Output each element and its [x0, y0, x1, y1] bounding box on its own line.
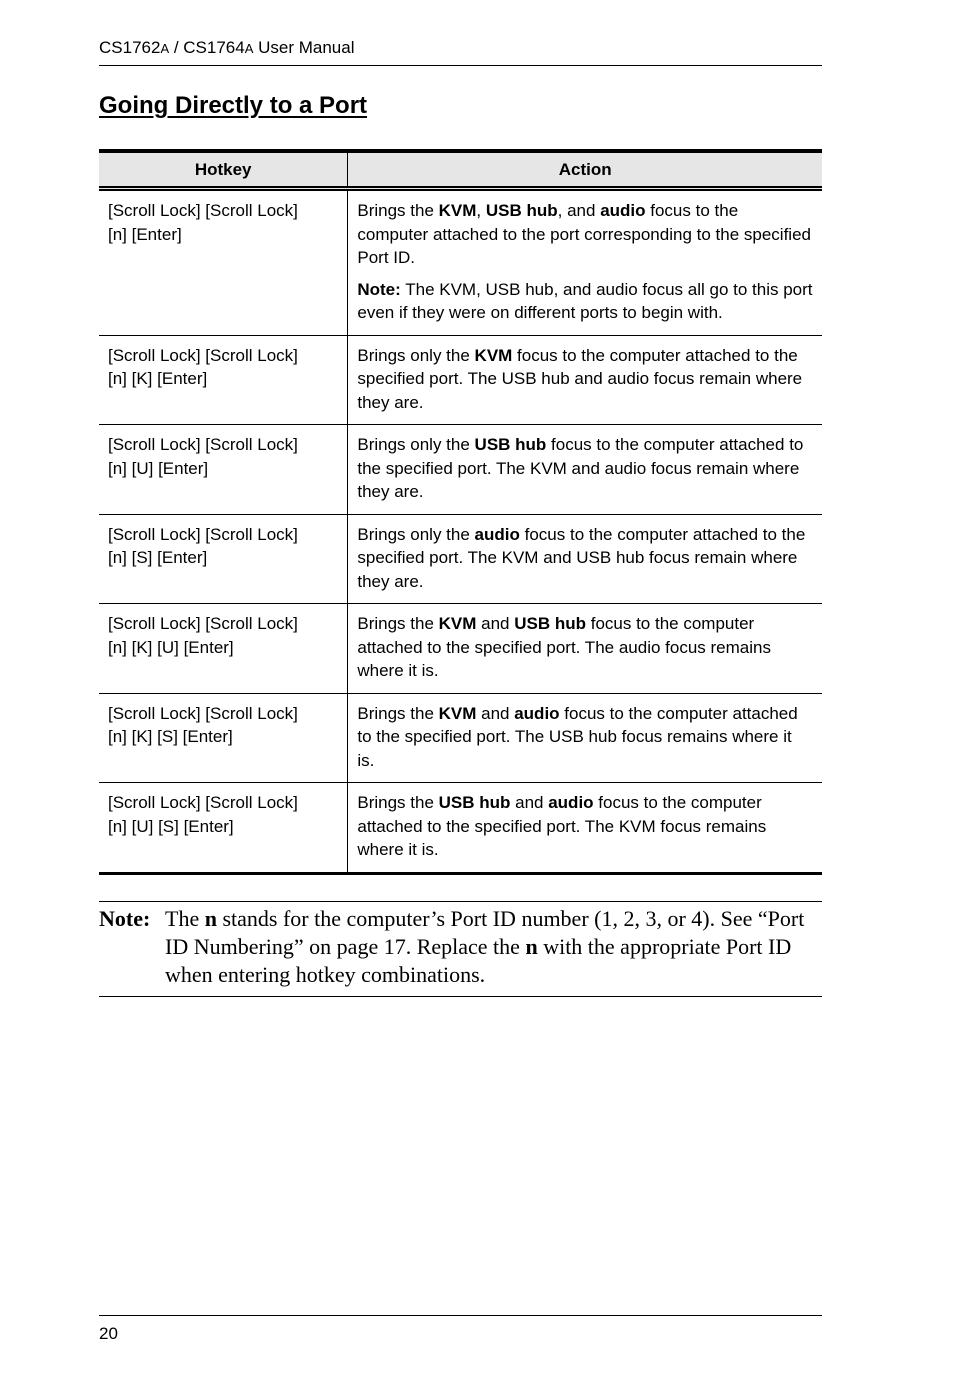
hotkey-line: [Scroll Lock] [Scroll Lock]: [108, 435, 298, 454]
note-emphasis: n: [525, 934, 538, 959]
hotkey-cell: [99, 425, 348, 515]
action-emphasis: audio: [474, 524, 520, 544]
hotkey-line: [Scroll Lock] [Scroll Lock]: [108, 201, 298, 220]
header-model-b: CS1764: [183, 38, 245, 57]
action-text-part: , and: [557, 201, 601, 220]
action-emphasis: USB hub: [485, 201, 558, 220]
table-row: [99, 425, 822, 515]
hotkey-line: [n] [U] [Enter]: [108, 458, 209, 478]
action-text-part: and: [476, 614, 515, 633]
note-emphasis: n: [204, 906, 217, 931]
cell-note-label: Note:: [357, 279, 401, 299]
action-cell: [348, 604, 822, 694]
table-row: [99, 335, 822, 425]
action-text: [357, 199, 813, 270]
hotkey-line: [n] [K] [S] [Enter]: [108, 727, 233, 746]
hotkey-line: [Scroll Lock] [Scroll Lock]: [108, 345, 298, 365]
header-rule: [99, 65, 822, 66]
action-cell: [348, 514, 822, 604]
action-cell: [348, 189, 822, 336]
action-text-part: focus to the computer attached to the specified port. The KVM and USB hub focus remain where they are.: [357, 524, 806, 591]
table-row: [99, 189, 822, 336]
hotkey-line: [n] [K] [Enter]: [108, 369, 208, 388]
running-header: [99, 37, 822, 60]
column-header-action: Action: [348, 151, 822, 189]
table-row: [99, 693, 822, 783]
hotkey-line: [Scroll Lock] [Scroll Lock]: [108, 614, 298, 633]
hotkey-cell: [99, 604, 348, 694]
cell-note-text: The KVM, USB hub, and audio focus all go to this port even if they were on different ports to begin with.: [357, 279, 813, 322]
page-number: 20: [99, 1324, 118, 1343]
footer-rule: [99, 1315, 822, 1316]
hotkey-cell: [99, 783, 348, 874]
section-title: Going Directly to a Port: [99, 92, 368, 119]
action-cell: [348, 335, 822, 425]
hotkey-line: [n] [U] [S] [Enter]: [108, 816, 234, 836]
action-text-part: ,: [476, 201, 486, 220]
cell-note: [357, 278, 813, 325]
note-body: [165, 905, 822, 989]
action-text-part: Brings the: [357, 614, 439, 633]
hotkey-cell: [99, 189, 348, 336]
hotkey-table: [99, 149, 822, 875]
hotkey-line: [Scroll Lock] [Scroll Lock]: [108, 524, 298, 544]
action-text-part: focus to the computer attached to the specified port. The USB hub and audio focus remain where they are.: [357, 345, 803, 412]
note-label: Note:: [99, 906, 151, 931]
action-text-part: Brings only the: [357, 435, 475, 454]
action-text-part: Brings only the: [357, 524, 475, 544]
action-emphasis: KVM: [438, 614, 477, 633]
note-text-part: The: [165, 906, 205, 931]
action-emphasis: USB hub: [438, 793, 511, 812]
column-header-hotkey: Hotkey: [99, 151, 348, 189]
note-text-part: stands for the computer’s Port ID number (1, 2, 3, or 4). See “Port ID Numbering” on page 17. Replace the: [165, 906, 805, 959]
hotkey-line: [Scroll Lock] [Scroll Lock]: [108, 703, 298, 723]
action-text-part: Brings the: [357, 703, 439, 723]
action-emphasis: KVM: [474, 345, 513, 365]
hotkey-cell: [99, 335, 348, 425]
action-emphasis: USB hub: [514, 614, 586, 633]
hotkey-line: [n] [Enter]: [108, 224, 182, 244]
note-box: [99, 901, 822, 997]
action-cell: [348, 783, 822, 874]
header-suffix-a: A: [160, 41, 170, 56]
action-text-part: focus to the computer attached to the specified port. The USB hub focus remains where it is.: [357, 703, 798, 770]
table-row: [99, 604, 822, 694]
action-emphasis: audio: [514, 703, 560, 723]
action-text-part: focus to the computer attached to the specified port. The KVM focus remains where it is.: [357, 793, 767, 859]
action-text-part: and: [476, 703, 515, 723]
action-text-part: focus to the computer attached to the port corresponding to the specified Port ID.: [357, 201, 811, 267]
header-suffix-b: A: [244, 41, 254, 56]
action-emphasis: KVM: [438, 201, 477, 220]
action-cell: [348, 425, 822, 515]
header-manual-label: User Manual: [253, 38, 355, 57]
hotkey-line: [n] [K] [U] [Enter]: [108, 637, 234, 657]
header-model-a: CS1762: [99, 38, 161, 57]
table-row: [99, 783, 822, 874]
hotkey-cell: [99, 514, 348, 604]
note-text-part: with the appropriate Port ID when entering hotkey combinations.: [165, 934, 792, 987]
table-row: [99, 514, 822, 604]
hotkey-cell: [99, 693, 348, 783]
header-separator: /: [169, 38, 184, 57]
action-emphasis: USB hub: [474, 435, 547, 454]
action-emphasis: KVM: [438, 703, 477, 723]
action-emphasis: audio: [600, 201, 646, 220]
action-text-part: Brings only the: [357, 345, 475, 365]
action-text-part: Brings the: [357, 793, 439, 812]
action-text-part: focus to the computer attached to the specified port. The audio focus remains where it is.: [357, 614, 771, 680]
action-text-part: Brings the: [357, 201, 439, 220]
hotkey-line: [n] [S] [Enter]: [108, 548, 208, 567]
action-emphasis: audio: [548, 793, 594, 812]
action-cell: [348, 693, 822, 783]
action-text-part: focus to the computer attached to the specified port. The KVM and audio focus remain where they are.: [357, 435, 804, 501]
table-header-row: [99, 151, 822, 189]
hotkey-line: [Scroll Lock] [Scroll Lock]: [108, 793, 298, 812]
action-text-part: and: [510, 793, 549, 812]
